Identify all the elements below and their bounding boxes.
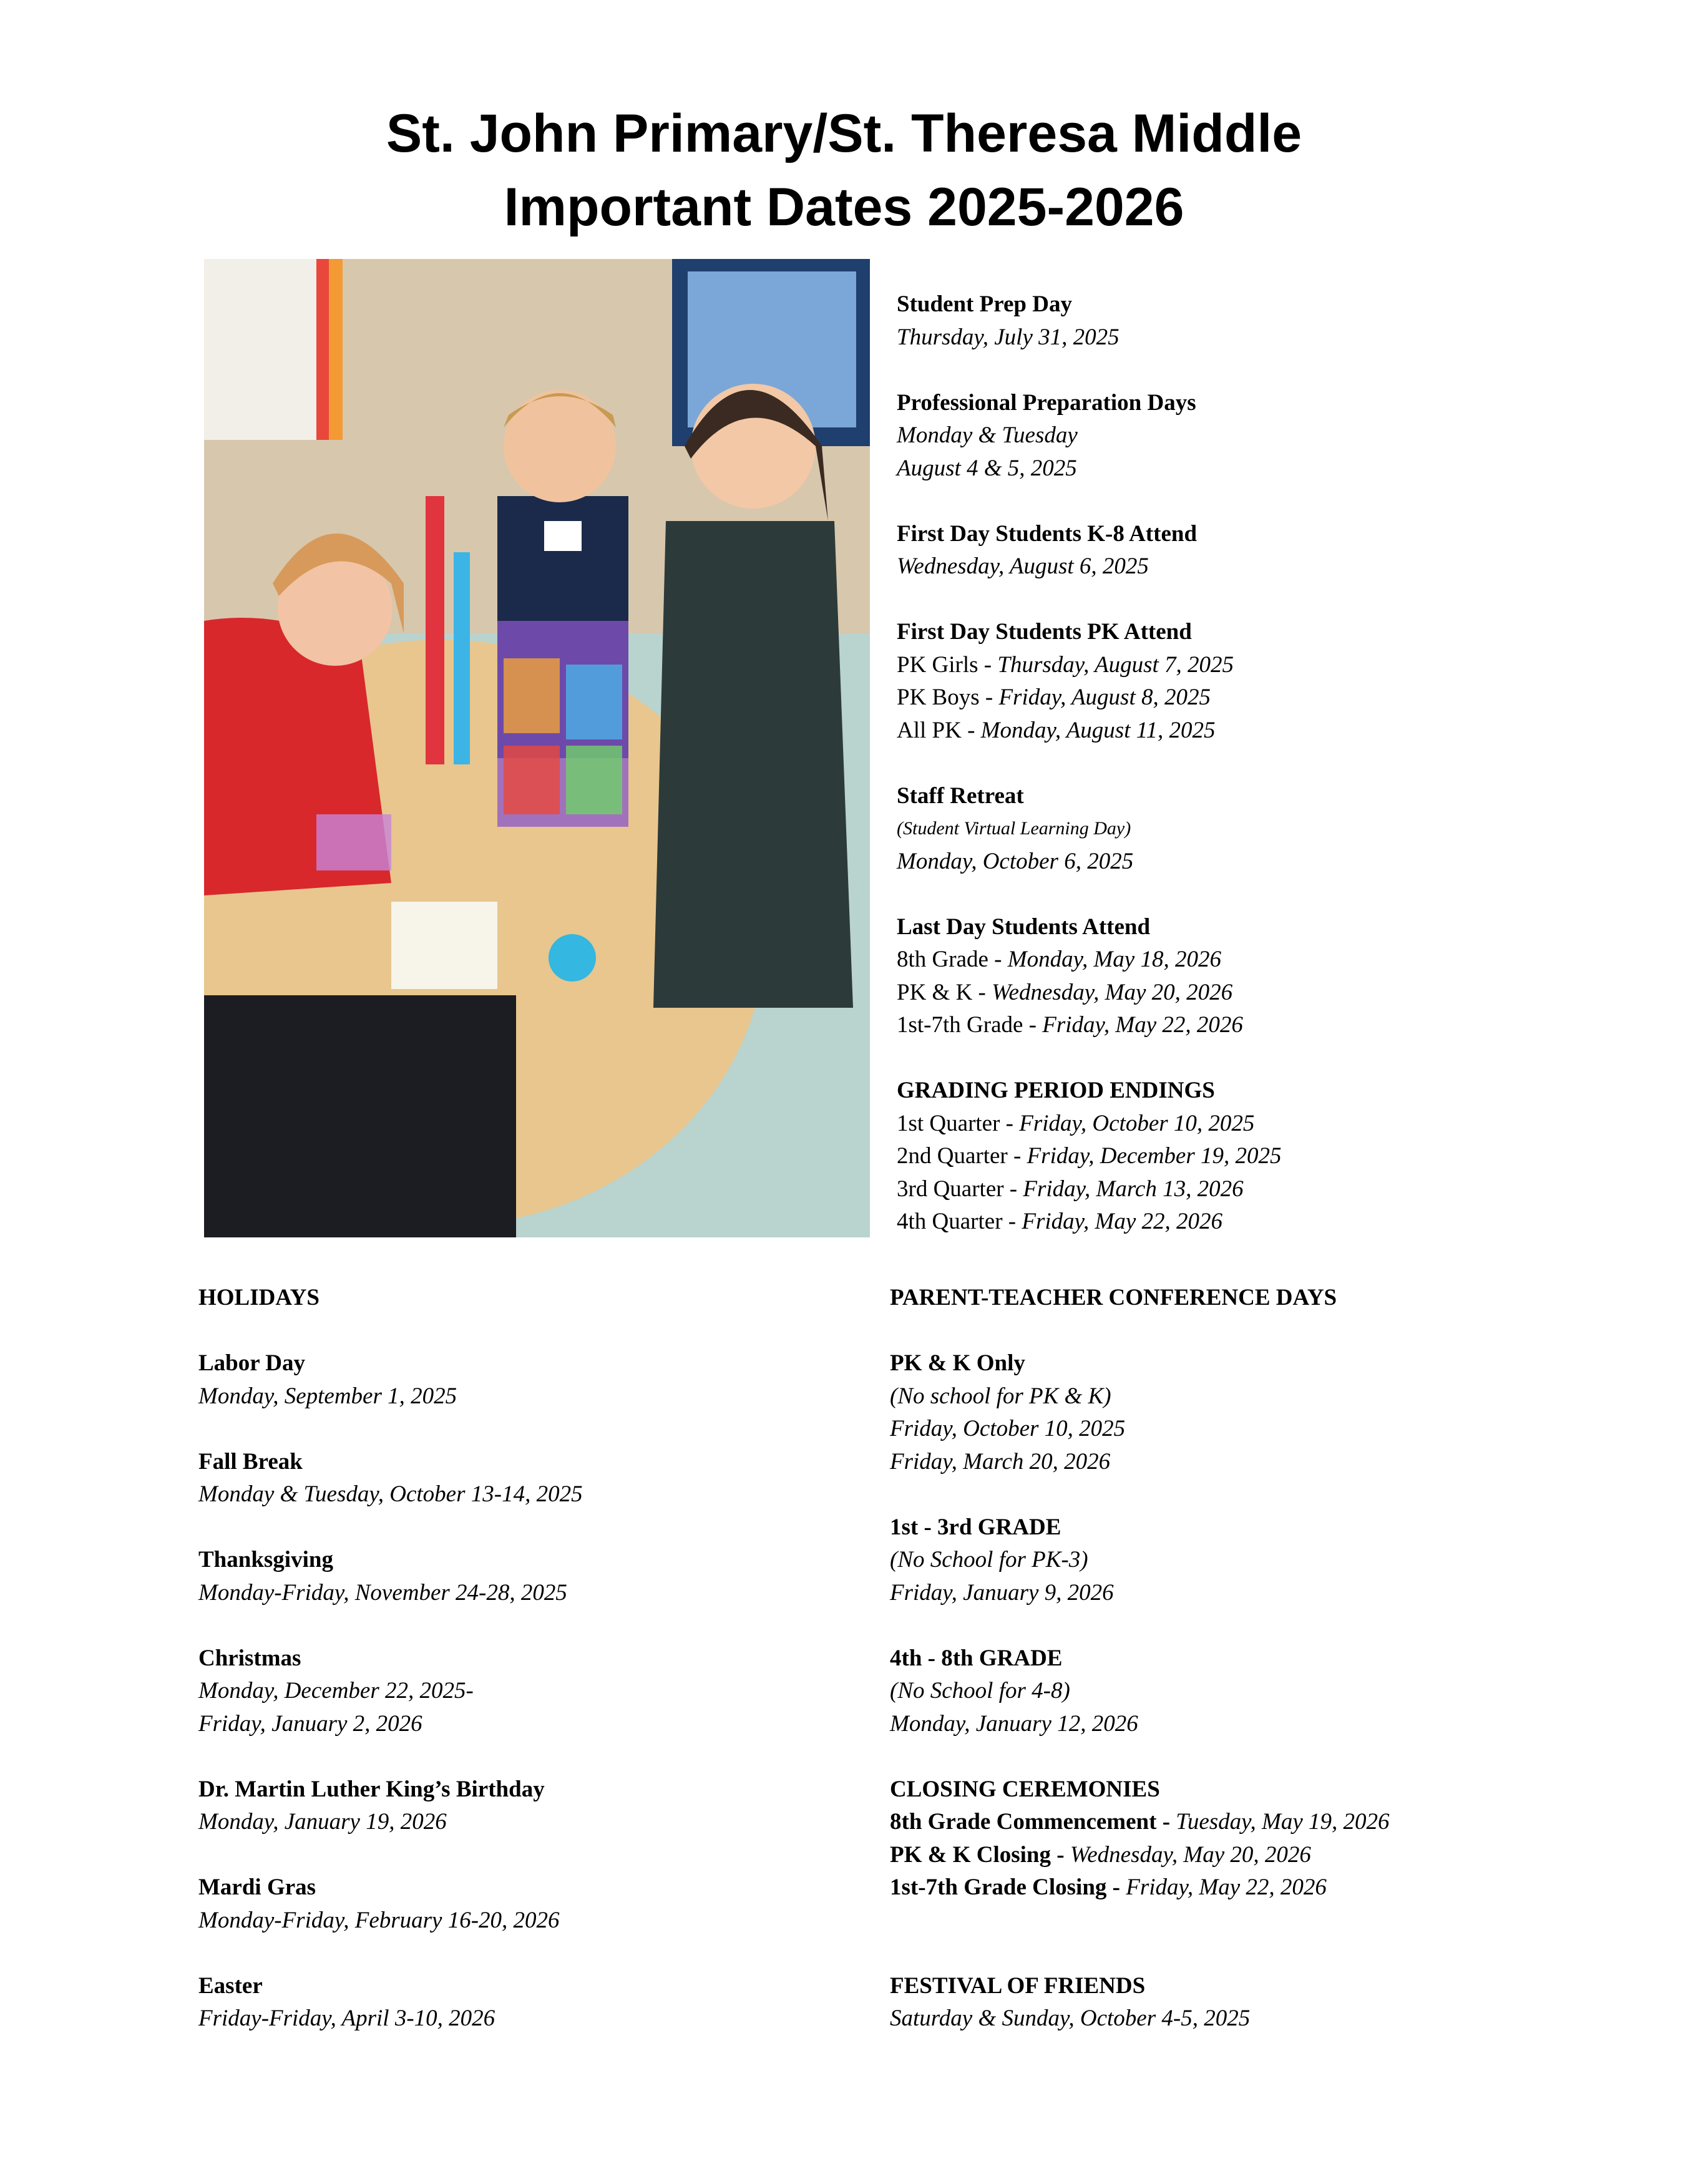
date-row [897,1206,1282,1239]
holiday-item [198,1347,583,1413]
holiday-date: Friday-Friday, April 3-10, 2026 [198,2006,495,2031]
holiday-date: Monday, January 19, 2026 [198,1809,447,1835]
closing-sep: - [1106,1874,1126,1900]
conferences-heading: PARENT-TEACHER CONFERENCE DAYS [890,1285,1337,1310]
row-label: 3rd Quarter - [897,1176,1023,1202]
students-photo [204,259,870,1237]
closing-label: 1st-7th Grade Closing [890,1874,1107,1900]
closing-heading: CLOSING CEREMONIES [890,1776,1160,1802]
student-prep-day [897,288,1282,354]
section-heading: Professional Preparation Days [897,389,1196,416]
closing-ceremonies [890,1773,1390,1904]
section-heading: GRADING PERIOD ENDINGS [897,1078,1215,1103]
holiday-item [198,1642,583,1741]
festival-of-friends [890,1970,1390,2035]
date-row [897,1108,1282,1141]
holiday-date: Monday & Tuesday, October 13-14, 2025 [198,1481,583,1507]
row-date: Friday, May 22, 2026 [1022,1209,1222,1234]
first-day-k8 [897,518,1282,583]
conference-date: Friday, October 10, 2025 [890,1416,1126,1441]
date-row [897,1173,1282,1206]
festival-date: Saturday & Sunday, October 4-5, 2025 [890,2006,1251,2031]
date-text: Monday & Tuesday [897,422,1078,448]
row-label: All PK - [897,717,981,743]
row-label: 4th Quarter - [897,1209,1022,1234]
holiday-name: Mardi Gras [198,1874,316,1900]
holiday-name: Labor Day [198,1350,305,1376]
holiday-name: Thanksgiving [198,1547,333,1572]
conference-item [890,1347,1390,1478]
holiday-name: Fall Break [198,1448,303,1475]
festival-heading: FESTIVAL OF FRIENDS [890,1972,1146,1999]
conference-note: (No School for 4-8) [890,1678,1070,1704]
first-day-pk [897,616,1282,747]
holiday-name: Christmas [198,1645,301,1671]
grading-period-endings [897,1075,1282,1239]
closing-row [890,1871,1390,1904]
row-date: Friday, March 13, 2026 [1023,1176,1244,1202]
date-row [897,977,1282,1010]
row-label: 1st Quarter - [897,1110,1020,1136]
holiday-item [198,1446,583,1511]
date-text: August 4 & 5, 2025 [897,455,1077,481]
closing-row [890,1839,1390,1872]
closing-sep: - [1051,1841,1070,1868]
conference-note: (No school for PK & K) [890,1383,1111,1409]
holidays-column [198,1282,583,2068]
holidays-heading-block [198,1282,583,1315]
date-row [897,1140,1282,1173]
closing-sep: - [1156,1809,1176,1835]
holiday-item [198,1544,583,1609]
holiday-date: Monday, September 1, 2025 [198,1383,457,1409]
row-date: Friday, August 8, 2025 [998,685,1211,710]
conference-name: 4th - 8th GRADE [890,1645,1063,1671]
students-photo-illustration [204,259,870,1237]
date-row [897,714,1282,748]
row-label: 2nd Quarter - [897,1143,1027,1169]
row-date: Friday, May 22, 2026 [1042,1012,1243,1038]
staff-retreat [897,780,1282,879]
row-date: Thursday, August 7, 2025 [997,651,1234,678]
holiday-date: Friday, January 2, 2026 [198,1710,422,1737]
holiday-item [198,1970,583,2035]
conference-date: Friday, March 20, 2026 [890,1448,1111,1475]
professional-prep-days [897,387,1282,485]
date-text: Thursday, July 31, 2025 [897,324,1120,350]
closing-date: Tuesday, May 19, 2026 [1176,1809,1390,1835]
conference-item [890,1511,1390,1610]
holiday-date: Monday-Friday, February 16-20, 2026 [198,1907,560,1933]
spacer [890,1937,1390,1970]
holiday-item [198,1871,583,1937]
section-heading: Student Prep Day [897,291,1072,317]
row-label: 1st-7th Grade - [897,1012,1043,1038]
closing-date: Friday, May 22, 2026 [1126,1874,1327,1900]
page-title [0,97,1688,244]
holiday-item [198,1773,583,1839]
holiday-name: Dr. Martin Luther King’s Birthday [198,1776,545,1802]
holiday-date: Monday, December 22, 2025- [198,1678,474,1704]
title-line-2: Important Dates 2025-2026 [504,177,1184,237]
row-label: 8th Grade - [897,947,1008,972]
conference-item [890,1642,1390,1741]
holiday-name: Easter [198,1972,263,1999]
section-heading: First Day Students PK Attend [897,619,1192,645]
holidays-heading: HOLIDAYS [198,1285,320,1310]
holiday-date: Monday-Friday, November 24-28, 2025 [198,1579,567,1606]
conference-date: Friday, January 9, 2026 [890,1579,1114,1606]
date-text: Monday, October 6, 2025 [897,848,1134,874]
title-line-1: St. John Primary/St. Theresa Middle [386,104,1302,163]
conference-name: PK & K Only [890,1350,1025,1376]
closing-label: PK & K Closing [890,1841,1051,1868]
note-text: (Student Virtual Learning Day) [897,818,1131,839]
date-text: Wednesday, August 6, 2025 [897,553,1149,579]
row-label: PK Boys - [897,685,999,710]
row-date: Friday, October 10, 2025 [1019,1110,1255,1136]
section-heading: Staff Retreat [897,782,1024,809]
date-row [897,1009,1282,1042]
conference-date: Monday, January 12, 2026 [890,1710,1138,1737]
conference-name: 1st - 3rd GRADE [890,1514,1061,1540]
row-label: PK & K - [897,979,992,1005]
row-label: PK Girls - [897,651,998,678]
section-heading: First Day Students K-8 Attend [897,520,1198,547]
dates-column [897,288,1282,1271]
section-heading: Last Day Students Attend [897,914,1151,940]
conferences-column [890,1282,1390,2068]
date-row [897,649,1282,682]
row-date: Wednesday, May 20, 2026 [992,979,1233,1005]
row-date: Monday, May 18, 2026 [1007,947,1221,972]
closing-label: 8th Grade Commencement [890,1809,1157,1835]
conferences-heading-block [890,1282,1390,1315]
date-row [897,943,1282,977]
row-date: Monday, August 11, 2025 [980,717,1216,743]
row-date: Friday, December 19, 2025 [1027,1143,1282,1169]
last-day-students [897,911,1282,1042]
conference-note: (No School for PK-3) [890,1547,1088,1572]
closing-date: Wednesday, May 20, 2026 [1070,1841,1311,1868]
closing-row [890,1806,1390,1839]
date-row [897,681,1282,714]
